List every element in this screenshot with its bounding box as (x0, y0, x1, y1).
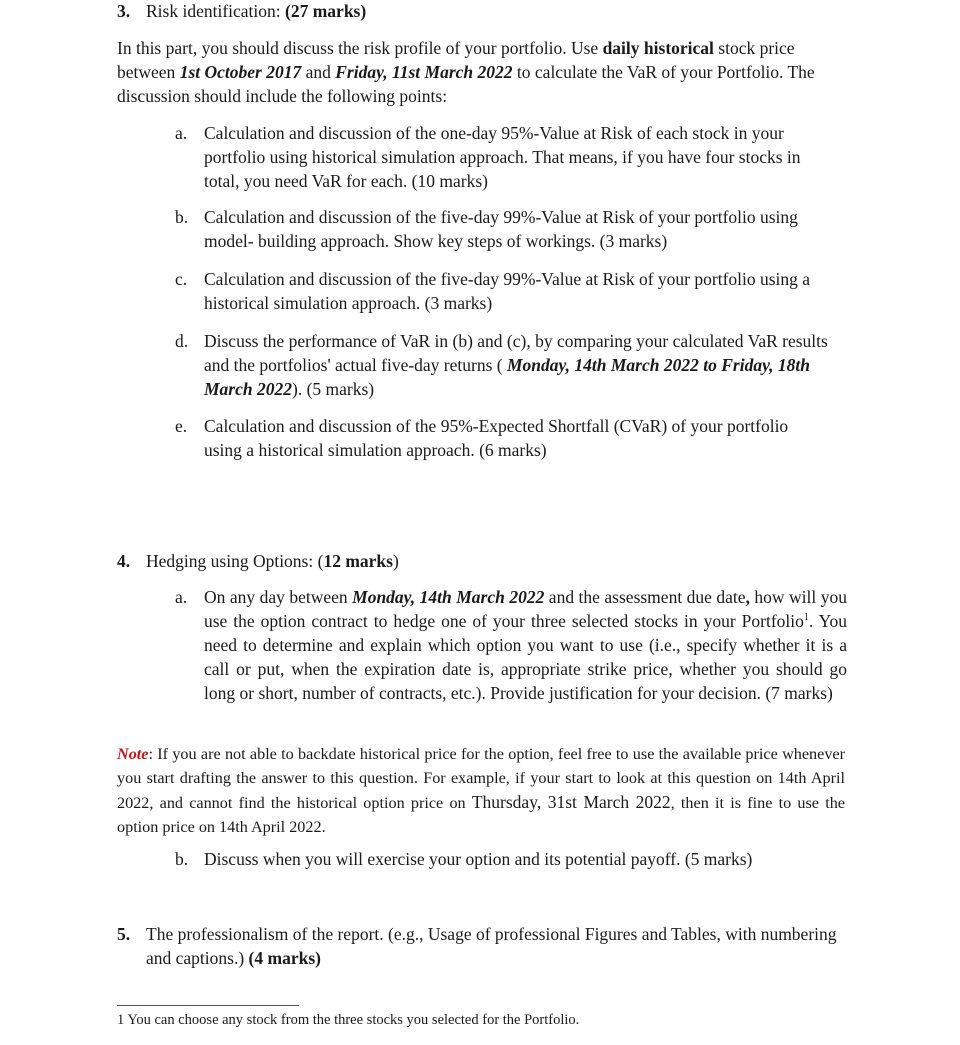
list-item-3a: a. Calculation and discussion of the one-day 95%-Value at Risk of each stock in your portfolio using historical simulation approach. That means, if you have four stocks in total, you need VaR for each. (10 marks) (175, 123, 801, 191)
footnote: 1 You can choose any stock from the three stocks you selected for the Portfolio. (117, 1012, 580, 1028)
section-number: 3. (117, 1, 131, 21)
section-3-heading (117, 0, 366, 23)
section-5: 5. The professionalism of the report. (e.g., Usage of professional Figures and Tables, with numbering and captions.) (4 marks) (117, 924, 837, 968)
section-4-heading: 4. Hedging using Options: (12 marks) (117, 551, 399, 571)
section-3-intro: In this part, you should discuss the risk profile of your portfolio. Use daily historical stock price between 1st October 2017 and Friday, 11st March 2022 to calculate the VaR of your Portfolio. The discussion should include the following points: (117, 38, 815, 106)
list-item-4a: a. On any day between Monday, 14th March 2022 and the assessment due date, how will you use the option contract to hedge one of your three selected stocks in your Portfolio$^1$. You need to determine and explain which option you want to use (i.e., specify whether it is a call or put, when the expiration date is, appropriate strike price, whether you should go long or short, number of contracts, etc.). Provide justification for your decision. (7 marks) (175, 587, 847, 703)
section-marks: (27 marks) (285, 1, 367, 21)
section-title: Risk identification: (146, 1, 286, 21)
note-paragraph: Note: If you are not able to backdate historical price for the option, feel free to use the available price whenever you start drafting the answer to this question. For example, if your start to look at this question on 14th April 2022, and cannot find the historical option price on Thursday, 31st March 2022, then it is fine to use the option price on 14th April 2022. (117, 745, 845, 836)
list-item-4b: b. Discuss when you will exercise your option and its potential payoff. (5 marks) (175, 849, 753, 869)
list-item-3e: e. Calculation and discussion of the 95%-Expected Shortfall (CVaR) of your portfolio using a historical simulation approach. (6 marks) (175, 416, 789, 460)
list-item-3b: b. Calculation and discussion of the five-day 99%-Value at Risk of your portfolio using model- building approach. Show key steps of workings. (3 marks) (175, 207, 798, 251)
list-item-3d: d. Discuss the performance of VaR in (b) and (c), by comparing your calculated VaR results and the portfolios' actual five-day returns ( Monday, 14th March 2022 to Friday, 18th March 2022). (5 marks) (175, 331, 828, 399)
footnote-divider (117, 1005, 299, 1006)
list-item-3c: c. Calculation and discussion of the five-day 99%-Value at Risk of your portfolio using a historical simulation approach. (3 marks) (175, 269, 811, 313)
